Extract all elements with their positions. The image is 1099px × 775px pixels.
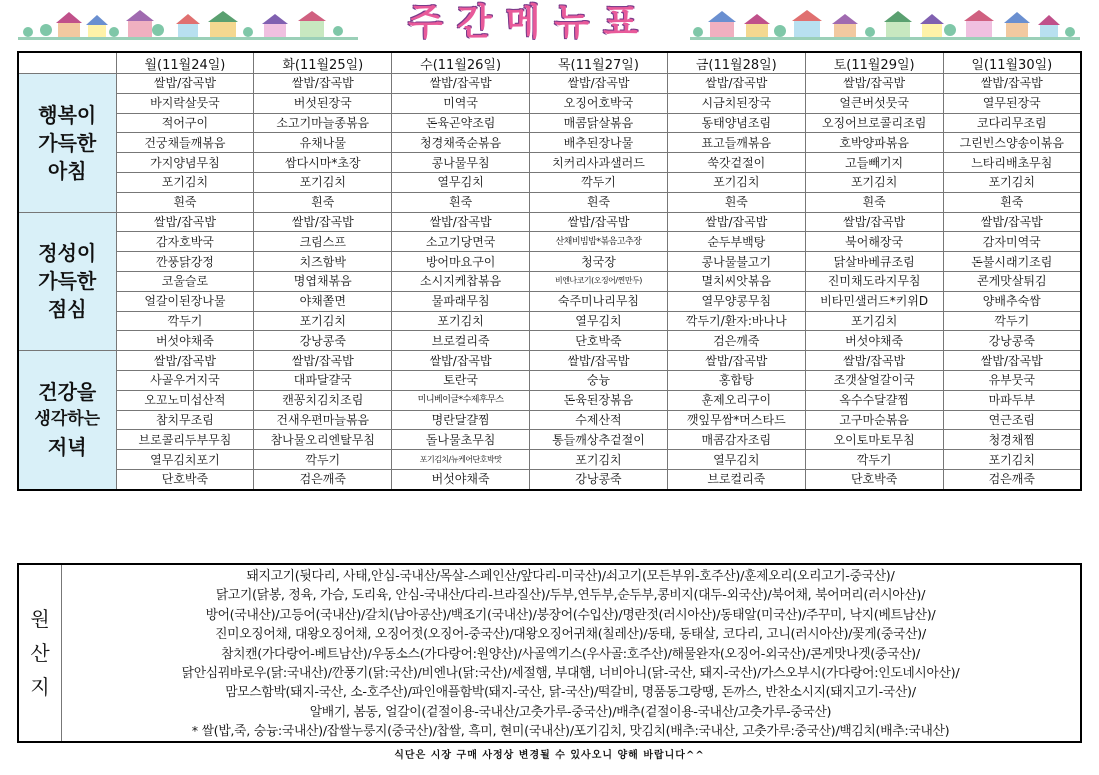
breakfast-dish-cell: 포기김치 xyxy=(254,172,392,192)
dinner-dish-cell: 쌀밥/잡곡밥 xyxy=(392,351,530,371)
dinner-dish-cell: 숭늉 xyxy=(530,370,668,390)
breakfast-dish-cell: 포기김치 xyxy=(943,172,1081,192)
day-header: 월(11월24일) xyxy=(116,52,254,74)
lunch-dish-cell: 포기김치 xyxy=(805,311,943,331)
lunch-dish-cell: 멸치씨앗볶음 xyxy=(667,271,805,291)
breakfast-dish-cell: 청경채죽순볶음 xyxy=(392,133,530,153)
day-header: 금(11월28일) xyxy=(667,52,805,74)
dinner-dish-cell: 참치무조림 xyxy=(116,410,254,430)
dinner-dish-cell: 오이토마토무침 xyxy=(805,430,943,450)
lunch-dish-cell: 청국장 xyxy=(530,252,668,272)
lunch-dish-cell: 돈불시래기조림 xyxy=(943,252,1081,272)
breakfast-dish-cell: 돈육곤약조림 xyxy=(392,113,530,133)
weekly-menu-table xyxy=(17,51,1082,491)
breakfast-dish-cell: 흰죽 xyxy=(805,192,943,212)
breakfast-dish-cell: 얼큰버섯뭇국 xyxy=(805,93,943,113)
breakfast-dish-cell: 유채나물 xyxy=(254,133,392,153)
day-header: 목(11월27일) xyxy=(530,52,668,74)
lunch-dish-cell: 쌀밥/잡곡밥 xyxy=(116,212,254,232)
lunch-dish-cell: 쌀밥/잡곡밥 xyxy=(254,212,392,232)
dinner-dish-cell: 브로컬리죽 xyxy=(667,469,805,489)
dinner-dish-cell: 포기김치 xyxy=(943,450,1081,470)
dinner-dish-cell: 포기김치 xyxy=(530,450,668,470)
lunch-dish-cell: 강낭콩죽 xyxy=(254,331,392,351)
breakfast-dish-cell: 쌀밥/잡곡밥 xyxy=(805,74,943,94)
breakfast-dish-cell: 열무김치 xyxy=(392,172,530,192)
page-title: 주간메뉴표 xyxy=(408,2,652,43)
breakfast-dish-cell: 쌈다시마*초장 xyxy=(254,153,392,173)
lunch-dish-cell: 쌀밥/잡곡밥 xyxy=(392,212,530,232)
dinner-label-line: 건강을 xyxy=(38,380,97,405)
breakfast-dish-cell: 쌀밥/잡곡밥 xyxy=(254,74,392,94)
origin-line: 알배기, 봄동, 얼갈이(겉절이용-국내산/고춧가루-중국산)/배추(겉절이용-국내산/고춧가루-중국산) xyxy=(309,704,832,720)
breakfast-dish-cell: 그린빈스양송이볶음 xyxy=(943,133,1081,153)
breakfast-dish-cell: 쑥갓겉절이 xyxy=(667,153,805,173)
dinner-dish-cell: 고구마순볶음 xyxy=(805,410,943,430)
dinner-dish-cell: 통들깨상추겉절이 xyxy=(530,430,668,450)
dinner-dish-cell: 검은깨죽 xyxy=(943,469,1081,489)
breakfast-label-line: 행복이 xyxy=(38,102,97,127)
origin-list xyxy=(61,565,1080,743)
dinner-dish-cell: 쌀밥/잡곡밥 xyxy=(667,351,805,371)
lunch-dish-cell: 숙주미나리무침 xyxy=(530,291,668,311)
breakfast-dish-cell: 포기김치 xyxy=(805,172,943,192)
lunch-dish-cell: 치즈함박 xyxy=(254,252,392,272)
day-header: 일(11월30일) xyxy=(943,52,1081,74)
breakfast-dish-cell: 가지양념무침 xyxy=(116,153,254,173)
dinner-dish-cell: 열무김치포기 xyxy=(116,450,254,470)
origin-line: 닭안심꿔바로우(닭:국내산)/깐풍기(닭:국산)/비엔나(닭:국산)/세절햄, 부대햄, 너비아니(닭-국산, 돼지-국산)/가스오부시(가다랑어:인도네시아산)/ xyxy=(181,666,960,682)
dinner-dish-cell: 홍합탕 xyxy=(667,370,805,390)
corner-cell xyxy=(18,52,116,74)
breakfast-dish-cell: 흰죽 xyxy=(392,192,530,212)
notice-text: 식단은 시장 구매 사정상 변경될 수 있사오니 양해 바랍니다^^ xyxy=(394,750,705,761)
dinner-dish-cell: 단호박죽 xyxy=(805,469,943,489)
lunch-label-line: 점심 xyxy=(47,297,87,322)
dinner-dish-cell: 훈제오리구이 xyxy=(667,390,805,410)
lunch-dish-cell: 크림스프 xyxy=(254,232,392,252)
dinner-dish-cell: 오꼬노미섭산적 xyxy=(116,390,254,410)
lunch-dish-cell: 버섯야채죽 xyxy=(805,331,943,351)
lunch-dish-cell: 소고기당면국 xyxy=(392,232,530,252)
dinner-dish-cell: 강낭콩죽 xyxy=(530,469,668,489)
lunch-dish-cell: 야채쫄면 xyxy=(254,291,392,311)
lunch-dish-cell: 포기김치 xyxy=(392,311,530,331)
breakfast-dish-cell: 느타리배초무침 xyxy=(943,153,1081,173)
breakfast-dish-cell: 쌀밥/잡곡밥 xyxy=(530,74,668,94)
breakfast-dish-cell: 호박양파볶음 xyxy=(805,133,943,153)
lunch-dish-cell: 쌀밥/잡곡밥 xyxy=(805,212,943,232)
lunch-dish-cell: 열무양콩무침 xyxy=(667,291,805,311)
origin-line: 맘모스함박(돼지-국산, 소-호주산)/파인애플함박(돼지-국산, 닭-국산)/떡갈비, 명품동그랑땡, 돈까스, 반찬소시지(돼지고기-국산)/ xyxy=(225,685,916,701)
breakfast-dish-cell: 건궁채들깨볶음 xyxy=(116,133,254,153)
dinner-dish-cell: 쌀밥/잡곡밥 xyxy=(116,351,254,371)
lunch-dish-cell: 북어해장국 xyxy=(805,232,943,252)
dinner-dish-cell: 버섯야채죽 xyxy=(392,469,530,489)
dinner-dish-cell: 깍두기 xyxy=(254,450,392,470)
dinner-dish-cell: 쌀밥/잡곡밥 xyxy=(805,351,943,371)
dinner-dish-cell: 열무김치 xyxy=(667,450,805,470)
dinner-dish-cell: 깻잎무쌈*머스타드 xyxy=(667,410,805,430)
dinner-dish-cell: 유부뭇국 xyxy=(943,370,1081,390)
dinner-dish-cell: 사골우거지국 xyxy=(116,370,254,390)
breakfast-dish-cell: 바지락살뭇국 xyxy=(116,93,254,113)
lunch-dish-cell: 검은깨죽 xyxy=(667,331,805,351)
day-header: 화(11월25일) xyxy=(254,52,392,74)
day-header: 수(11월26일) xyxy=(392,52,530,74)
lunch-dish-cell: 방어마요구이 xyxy=(392,252,530,272)
dinner-dish-cell: 명란달걀찜 xyxy=(392,410,530,430)
breakfast-dish-cell: 치커리사과샐러드 xyxy=(530,153,668,173)
dinner-dish-cell: 연근조림 xyxy=(943,410,1081,430)
breakfast-dish-cell: 오징어호박국 xyxy=(530,93,668,113)
origin-label xyxy=(19,565,62,741)
lunch-dish-cell: 감자호박국 xyxy=(116,232,254,252)
breakfast-dish-cell: 시금치된장국 xyxy=(667,93,805,113)
lunch-dish-cell: 얼갈이된장나물 xyxy=(116,291,254,311)
origin-label-char: 산 xyxy=(30,641,50,665)
lunch-dish-cell: 강낭콩죽 xyxy=(943,331,1081,351)
lunch-label-line: 가득한 xyxy=(38,269,97,294)
origin-label-char: 지 xyxy=(30,675,50,699)
breakfast-dish-cell: 오징어브로콜리조림 xyxy=(805,113,943,133)
breakfast-dish-cell: 흰죽 xyxy=(943,192,1081,212)
lunch-dish-cell: 브로컬리죽 xyxy=(392,331,530,351)
dinner-dish-cell: 매콤감자조림 xyxy=(667,430,805,450)
dinner-dish-cell: 포기김치/뉴케어단호박맛 xyxy=(392,450,530,470)
breakfast-label-line: 아침 xyxy=(47,158,87,183)
breakfast-dish-cell: 배추된장나물 xyxy=(530,133,668,153)
lunch-dish-cell: 진미채도라지무침 xyxy=(805,271,943,291)
lunch-dish-cell: 쌀밥/잡곡밥 xyxy=(530,212,668,232)
breakfast-dish-cell: 고들빼기지 xyxy=(805,153,943,173)
dinner-label-line: 저녁 xyxy=(47,435,87,460)
breakfast-dish-cell: 흰죽 xyxy=(667,192,805,212)
breakfast-dish-cell: 쌀밥/잡곡밥 xyxy=(392,74,530,94)
lunch-dish-cell: 깍두기 xyxy=(943,311,1081,331)
breakfast-dish-cell: 포기김치 xyxy=(667,172,805,192)
dinner-dish-cell: 돈육된장볶음 xyxy=(530,390,668,410)
origin-line: 닭고기(닭봉, 정육, 가슴, 도리육, 안심-국내산/다리-브라질산)/두부,연두부,순두부,콩비지(대두-외국산)/북어채, 북어머리(러시아산)/ xyxy=(215,588,926,604)
lunch-dish-cell: 콘게맛살튀김 xyxy=(943,271,1081,291)
lunch-dish-cell: 콩나물불고기 xyxy=(667,252,805,272)
lunch-dish-cell: 소시지케찹볶음 xyxy=(392,271,530,291)
dinner-dish-cell: 깍두기 xyxy=(805,450,943,470)
origin-line: 방어(국내산)/고등어(국내산)/갈치(남아공산)/백조기(국내산)/붕장어(수입산)/명란젓(러시아산)/동태알(미국산)/주꾸미, 낙지(베트남산)/ xyxy=(205,607,936,623)
lunch-label xyxy=(18,212,116,351)
breakfast-dish-cell: 흰죽 xyxy=(254,192,392,212)
house-decoration-right xyxy=(690,8,1080,40)
lunch-dish-cell: 순두부백탕 xyxy=(667,232,805,252)
breakfast-dish-cell: 콩나물무침 xyxy=(392,153,530,173)
lunch-dish-cell: 물파래무침 xyxy=(392,291,530,311)
breakfast-dish-cell: 깍두기 xyxy=(530,172,668,192)
origin-line: 돼지고기(뒷다리, 사태,안심-국내산/목살-스페인산/앞다리-미국산)/쇠고기(모든부위-호주산)/훈제오리(오리고기-중국산)/ xyxy=(246,569,895,584)
breakfast-dish-cell: 쌀밥/잡곡밥 xyxy=(943,74,1081,94)
lunch-dish-cell: 열무김치 xyxy=(530,311,668,331)
breakfast-dish-cell: 동태양념조림 xyxy=(667,113,805,133)
dinner-label xyxy=(18,351,116,490)
lunch-dish-cell: 양배추숙쌈 xyxy=(943,291,1081,311)
house-decoration xyxy=(18,8,358,40)
breakfast-dish-cell: 쌀밥/잡곡밥 xyxy=(667,74,805,94)
origin-section xyxy=(17,563,1082,743)
dinner-dish-cell: 참나물오리엔탈무침 xyxy=(254,430,392,450)
lunch-dish-cell: 코울슬로 xyxy=(116,271,254,291)
dinner-dish-cell: 미니베이글*수제후무스 xyxy=(392,390,530,410)
breakfast-dish-cell: 흰죽 xyxy=(116,192,254,212)
lunch-dish-cell: 비타민샐러드*키위D xyxy=(805,291,943,311)
lunch-dish-cell: 산채비빔밥*볶음고추장 xyxy=(530,232,668,252)
breakfast-label xyxy=(18,74,116,213)
dinner-dish-cell: 쌀밥/잡곡밥 xyxy=(530,351,668,371)
dinner-dish-cell: 단호박죽 xyxy=(116,469,254,489)
dinner-dish-cell: 조갯살얼갈이국 xyxy=(805,370,943,390)
lunch-label-line: 정성이 xyxy=(38,241,97,266)
lunch-dish-cell: 버섯야채죽 xyxy=(116,331,254,351)
lunch-dish-cell: 깍두기 xyxy=(116,311,254,331)
dinner-dish-cell: 돌나물초무침 xyxy=(392,430,530,450)
breakfast-dish-cell: 쌀밥/잡곡밥 xyxy=(116,74,254,94)
breakfast-dish-cell: 포기김치 xyxy=(116,172,254,192)
dinner-dish-cell: 캔꽁치김치조림 xyxy=(254,390,392,410)
breakfast-dish-cell: 소고기마늘종볶음 xyxy=(254,113,392,133)
lunch-dish-cell: 쌀밥/잡곡밥 xyxy=(943,212,1081,232)
breakfast-label-line: 가득한 xyxy=(38,130,97,155)
breakfast-dish-cell: 매콤닭살볶음 xyxy=(530,113,668,133)
breakfast-dish-cell: 적어구이 xyxy=(116,113,254,133)
lunch-dish-cell: 쌀밥/잡곡밥 xyxy=(667,212,805,232)
dinner-dish-cell: 토란국 xyxy=(392,370,530,390)
dinner-dish-cell: 검은깨죽 xyxy=(254,469,392,489)
lunch-dish-cell: 감자미역국 xyxy=(943,232,1081,252)
dinner-dish-cell: 수제산적 xyxy=(530,410,668,430)
day-header: 토(11월29일) xyxy=(805,52,943,74)
dinner-dish-cell: 마파두부 xyxy=(943,390,1081,410)
breakfast-dish-cell: 열무된장국 xyxy=(943,93,1081,113)
origin-line: 진미오징어채, 대왕오징어채, 오징어젓(오징어-중국산)/대왕오징어귀채(칠레산)/동태, 동태살, 코다리, 고니(러시아산)/꽃게(중국산)/ xyxy=(215,627,926,643)
dinner-dish-cell: 쌀밥/잡곡밥 xyxy=(943,351,1081,371)
dinner-dish-cell: 브로콜리두부무침 xyxy=(116,430,254,450)
origin-line: * 쌀(밥,죽, 숭늉:국내산)/잡쌀누룽지(중국산)/찹쌀, 흑미, 현미(국내산)/포기김치, 맛김치(배추:국내산, 고춧가루:중국산)/백김치(배추:국내산) xyxy=(191,724,950,740)
origin-label-char: 원 xyxy=(30,607,50,631)
breakfast-dish-cell: 흰죽 xyxy=(530,192,668,212)
dinner-dish-cell: 건새우편마늘볶음 xyxy=(254,410,392,430)
lunch-dish-cell: 비엔나코기(오징어/찐만두) xyxy=(530,271,668,291)
dinner-dish-cell: 청경채찜 xyxy=(943,430,1081,450)
breakfast-dish-cell: 버섯된장국 xyxy=(254,93,392,113)
breakfast-dish-cell: 미역국 xyxy=(392,93,530,113)
lunch-dish-cell: 깐풍닭강정 xyxy=(116,252,254,272)
lunch-dish-cell: 깍두기/환자:바나나 xyxy=(667,311,805,331)
header xyxy=(0,0,1099,46)
breakfast-dish-cell: 표고들깨볶음 xyxy=(667,133,805,153)
lunch-dish-cell: 닭살바베큐조림 xyxy=(805,252,943,272)
dinner-dish-cell: 대파달걀국 xyxy=(254,370,392,390)
lunch-dish-cell: 단호박죽 xyxy=(530,331,668,351)
lunch-dish-cell: 명엽채볶음 xyxy=(254,271,392,291)
lunch-dish-cell: 포기김치 xyxy=(254,311,392,331)
dinner-dish-cell: 옥수수달걀찜 xyxy=(805,390,943,410)
origin-line: 참치캔(가다랑어-베트남산)/우동소스(가다랑어:원양산)/사골엑기스(우사골:호주산)/해물완자(오징어-외국산)/콘게맛나겟(중국산)/ xyxy=(221,646,920,662)
dinner-label-line: 생각하는 xyxy=(34,409,101,430)
breakfast-dish-cell: 코다리무조림 xyxy=(943,113,1081,133)
dinner-dish-cell: 쌀밥/잡곡밥 xyxy=(254,351,392,371)
